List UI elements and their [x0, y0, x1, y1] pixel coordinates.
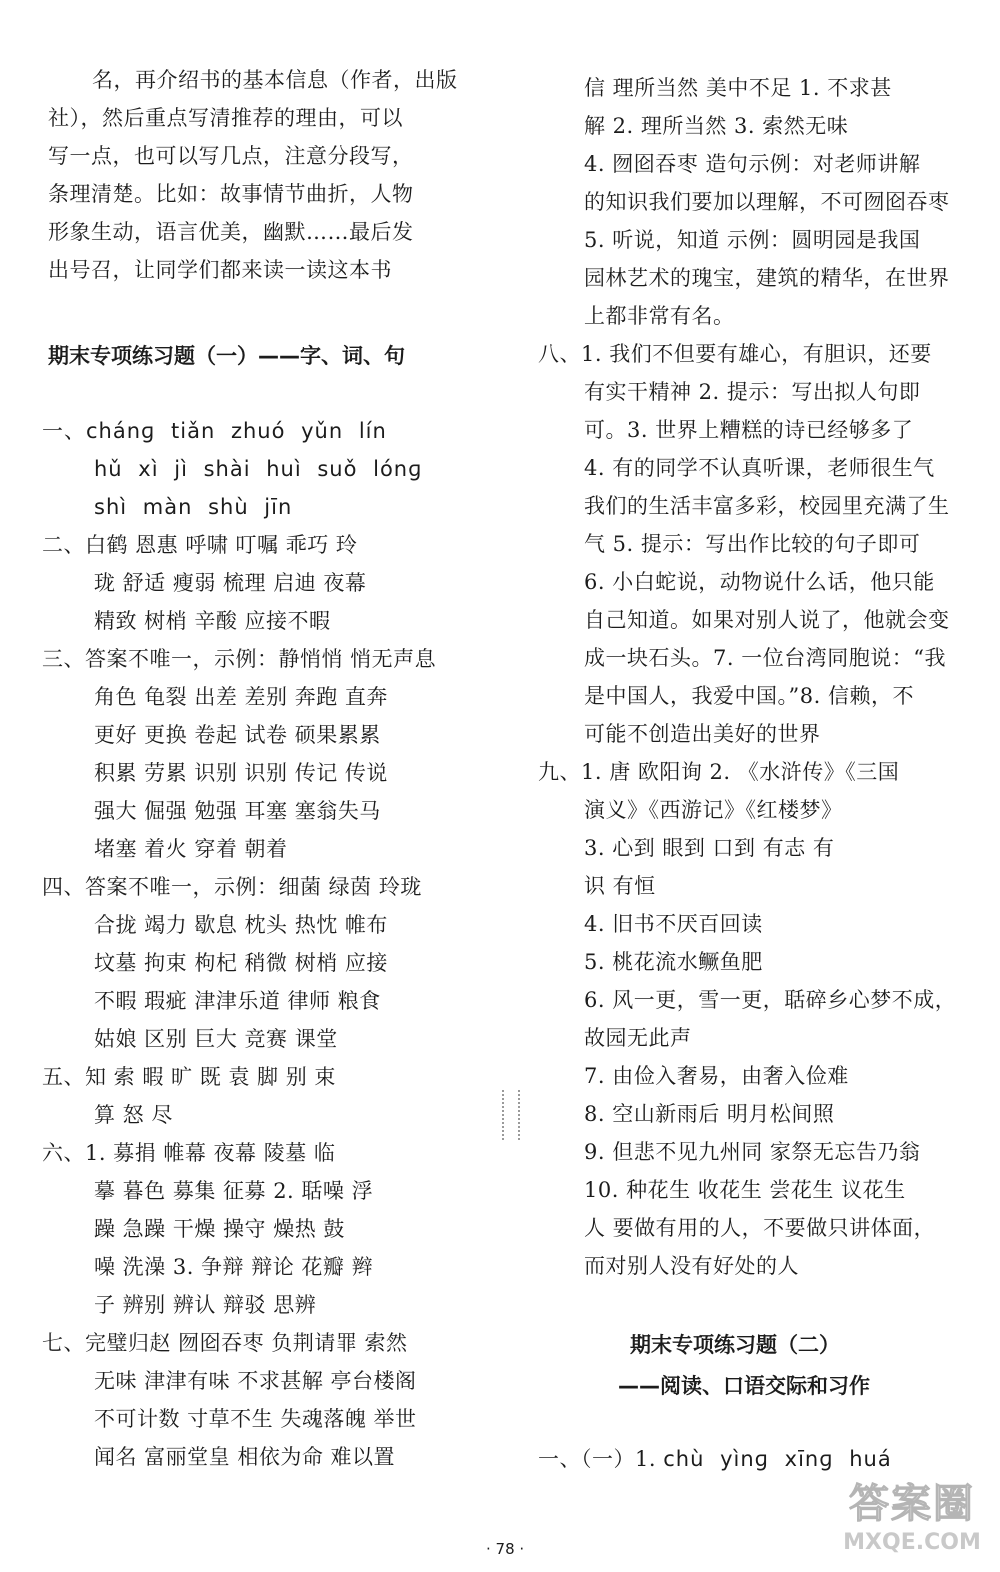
- answer-line: 闻名 富丽堂皇 相依为命 难以置: [94, 1445, 396, 1469]
- answer-line: 4. 有的同学不认真听课，老师很生气: [584, 456, 935, 480]
- answer-line: 气 5. 提示：写出作比较的句子即可: [584, 532, 921, 556]
- answer-line: 珑 舒适 瘦弱 梳理 启迪 夜幕: [94, 571, 367, 595]
- text-line: 条理清楚。比如：故事情节曲折，人物: [48, 182, 414, 206]
- answer-line: 6. 小白蛇说，动物说什么话，他只能: [584, 570, 935, 594]
- answer-line: 10. 种花生 收花生 尝花生 议花生: [584, 1178, 906, 1202]
- answer-line: 园林艺术的瑰宝，建筑的精华，在世界: [584, 266, 950, 290]
- pinyin-text: chù yìnɡ xīnɡ huá: [663, 1447, 892, 1471]
- answer-line: 信 理所当然 美中不足 1. 不求甚: [584, 76, 892, 100]
- answer-line: 5. 桃花流水鳜鱼肥: [584, 950, 763, 974]
- answer-line: 故园无此声: [584, 1026, 692, 1050]
- answer-line: 七、完璧归赵 囫囵吞枣 负荆请罪 索然: [42, 1331, 408, 1355]
- answer-line: 三、答案不唯一，示例：静悄悄 悄无声息: [42, 647, 437, 671]
- answer-line: 合拢 竭力 歇息 枕头 热忱 帷布: [94, 913, 388, 937]
- answer-line: 演义》《西游记》《红楼梦》: [584, 798, 843, 822]
- page-number: · 78 ·: [486, 1540, 525, 1558]
- answer-line: 精致 树梢 辛酸 应接不暇: [94, 609, 331, 633]
- watermark-logo: 答案圈: [849, 1481, 975, 1527]
- answer-line: 躁 急躁 干燥 操守 燥热 鼓: [94, 1217, 345, 1241]
- answer-line: 角色 龟裂 出差 差别 奔跑 直奔: [94, 685, 388, 709]
- answer-line: [538, 1446, 892, 1472]
- answer-line: 我们的生活丰富多彩，校园里充满了生: [584, 494, 950, 518]
- answer-line: 更好 更换 卷起 试卷 硕果累累: [94, 723, 381, 747]
- answer-line: 噪 洗澡 3. 争辩 辩论 花瓣 辫: [94, 1255, 374, 1279]
- answer-line: 的知识我们要加以理解，不可囫囵吞枣: [584, 190, 950, 214]
- binding-gutter-mark: [502, 1090, 520, 1140]
- watermark: [832, 1478, 992, 1566]
- answer-line: 3. 心到 眼到 口到 有志 有: [584, 836, 835, 860]
- pinyin-line: 一、chánɡ tiǎn zhuó yǔn lín: [42, 419, 387, 443]
- answer-line: 算 怒 尽: [94, 1103, 173, 1127]
- answer-line: 可。3. 世界上糟糕的诗已经够多了: [584, 418, 914, 442]
- answer-line: 自己知道。如果对别人说了，他就会变: [584, 608, 950, 632]
- pinyin-line: hǔ xì jì shài huì suǒ lónɡ: [94, 457, 423, 481]
- answer-line: 堵塞 着火 穿着 朝着: [94, 837, 288, 861]
- pinyin-line: shì màn shù jīn: [94, 495, 293, 519]
- text-line: 社），然后重点写清推荐的理由，可以: [48, 106, 403, 130]
- answer-line: 7. 由俭入奢易，由奢入俭难: [584, 1064, 849, 1088]
- answer-line: 4. 旧书不厌百回读: [584, 912, 763, 936]
- text-line: 写一点，也可以写几点，注意分段写，: [48, 144, 414, 168]
- text-line: 名，再介绍书的基本信息（作者，出版: [92, 68, 458, 92]
- answer-line: 子 辨别 辨认 辩驳 思辨: [94, 1293, 317, 1317]
- answer-line: 解 2. 理所当然 3. 索然无味: [584, 114, 849, 138]
- answer-line: 无味 津津有味 不求甚解 亭台楼阁: [94, 1369, 417, 1393]
- answer-line: 5. 听说，知道 示例：圆明园是我国: [584, 228, 921, 252]
- answer-line: 而对别人没有好处的人: [584, 1254, 799, 1278]
- answer-line: 6. 风一更，雪一更，聒碎乡心梦不成，: [584, 988, 957, 1012]
- answer-line: 姑娘 区别 巨大 竞赛 课堂: [94, 1027, 338, 1051]
- answer-line: 坟墓 拘束 枸杞 稍微 树梢 应接: [94, 951, 388, 975]
- answer-line: 不可计数 寸草不生 失魂落魄 举世: [94, 1407, 417, 1431]
- answer-line: 积累 劳累 识别 识别 传记 传说: [94, 761, 388, 785]
- answer-line: 二、白鹤 恩惠 呼啸 叮嘱 乖巧 玲: [42, 533, 358, 557]
- answer-line: 五、知 索 暇 旷 既 袁 脚 别 束: [42, 1065, 336, 1089]
- answer-line: 可能不创造出美好的世界: [584, 722, 821, 746]
- answer-line: 不暇 瑕疵 津津乐道 律师 粮食: [94, 989, 381, 1013]
- answer-line: 4. 囫囵吞枣 造句示例：对老师讲解: [584, 152, 921, 176]
- answer-line: 9. 但悲不见九州同 家祭无忘告乃翁: [584, 1140, 921, 1164]
- text-line: 出号召，让同学们都来读一读这本书: [48, 258, 392, 282]
- question-label: 一、（一）1.: [538, 1447, 657, 1471]
- answer-line: 摹 暮色 募集 征募 2. 聒噪 浮: [94, 1179, 374, 1203]
- section-title: 期末专项练习题（二）: [630, 1333, 840, 1357]
- answer-line: 九、1. 唐 欧阳询 2. 《水浒传》《三国: [538, 760, 900, 784]
- section-title: 期末专项练习题（一）——字、词、句: [48, 344, 405, 368]
- answer-line: 8. 空山新雨后 明月松间照: [584, 1102, 835, 1126]
- answer-line: 人 要做有用的人，不要做只讲体面，: [584, 1216, 936, 1240]
- section-subtitle: ——阅读、口语交际和习作: [618, 1374, 870, 1398]
- answer-line: 上都非常有名。: [584, 304, 735, 328]
- text-line: 形象生动，语言优美，幽默……最后发: [48, 220, 414, 244]
- answer-line: 六、1. 募捐 帷幕 夜幕 陵墓 临: [42, 1141, 336, 1165]
- watermark-site: MXQE.COM: [843, 1530, 981, 1555]
- answer-line: 是中国人，我爱中国。”8. 信赖，不: [584, 684, 914, 708]
- answer-line: 四、答案不唯一，示例：细菌 绿茵 玲珑: [42, 875, 422, 899]
- answer-line: 成一块石头。7. 一位台湾同胞说：“我: [584, 646, 946, 670]
- answer-line: 强大 倔强 勉强 耳塞 塞翁失马: [94, 799, 381, 823]
- answer-line: 识 有恒: [584, 874, 656, 898]
- answer-line: 有实干精神 2. 提示：写出拟人句即: [584, 380, 921, 404]
- answer-line: 八、1. 我们不但要有雄心，有胆识，还要: [538, 342, 932, 366]
